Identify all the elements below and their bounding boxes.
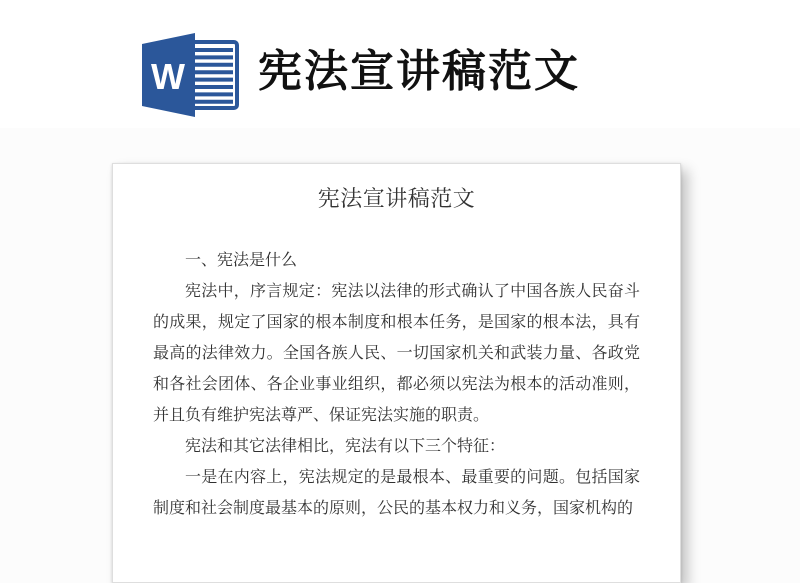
word-file-icon [142, 33, 239, 117]
paragraph-preamble: 宪法中，序言规定：宪法以法律的形式确认了中国各族人民奋斗的成果，规定了国家的根本制度和根本任务，是国家的根本法，具有最高的法律效力。全国各族人民、一切国家机关和武装力量、各政党和各社会团体、各企业事业组织，都必须以宪法为根本的活动准则，并且负有维护宪法尊严、保证宪法实施的职责。 [153, 283, 640, 424]
word-icon-letter: W [151, 56, 185, 97]
paragraph-heading-1: 一、宪法是什么 [185, 252, 298, 269]
page-title: 宪法宣讲稿范文 [258, 47, 580, 96]
word-icon-graphic [142, 33, 239, 117]
document-title: 宪法宣讲稿范文 [317, 186, 476, 211]
document-body [153, 245, 640, 524]
document-preview-card[interactable] [112, 163, 681, 583]
paragraph-feature-one: 一是在内容上，宪法规定的是最根本、最重要的问题。包括国家制度和社会制度最基本的原则，公民的基本权力和义务，国家机构的 [153, 469, 640, 517]
site-header [0, 0, 800, 128]
paragraph-features-intro: 宪法和其它法律相比，宪法有以下三个特征： [185, 438, 506, 455]
